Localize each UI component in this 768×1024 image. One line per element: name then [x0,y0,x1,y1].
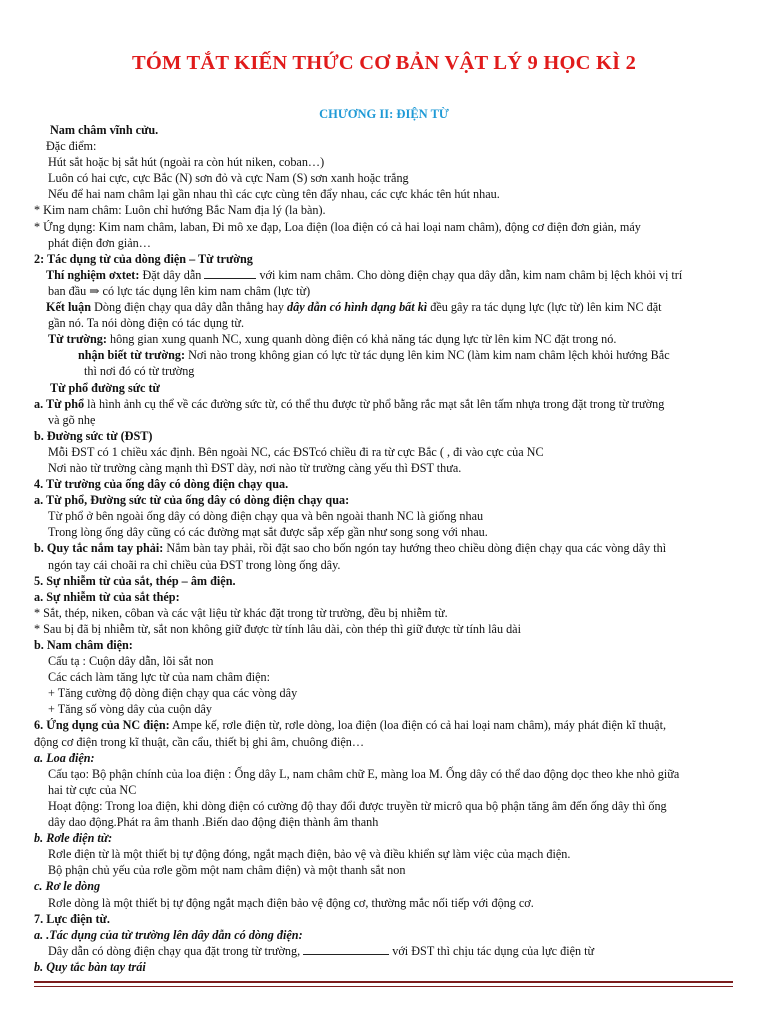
term-label: Từ trường: [48,332,107,347]
text-line: Luôn có hai cực, cực Bắc (N) sơn đỏ và cực Nam (S) sơn xanh hoặc trắng [48,171,409,186]
text-line: ban đầu ⇒ có lực tác dụng lên kim nam châm (lực từ) [48,283,311,298]
term-label: a. Từ phổ [34,396,85,411]
text-line: * Sắt, thép, niken, côban và các vật liệu từ khác đặt trong từ trường, đều bị nhiễm từ. [34,605,448,620]
text-line [34,396,764,412]
text-span: với kim nam châm. Cho dòng điện chạy qua dây dẫn, kim nam châm bị lệch khỏi vị trí [256,267,683,282]
text-line: Cấu tạ : Cuộn dây dẫn, lõi sắt non [48,654,214,669]
text-line: Đặc điểm: [46,139,97,154]
document-body [34,122,764,975]
text-line [34,299,764,315]
term-label: nhận biết từ trường: [78,348,186,363]
text-span: Nơi nào trong không gian có lực từ tác dụng lên kim NC (làm kim nam châm lệch khỏi hướng Bắc [185,348,670,363]
section-heading: 7. Lực điện từ. [34,911,110,926]
term-label: 6. Ứng dụng của NC điện: [34,718,170,733]
text-line: động cơ điện trong kĩ thuật, cần cẩu, thiết bị ghi âm, chuông điện… [34,734,365,749]
text-line: Bộ phận chủ yếu của rơle gồm một nam châm điện) và một thanh sắt non [48,863,406,878]
section-heading: 4. Từ trường của ống dây có dòng điện chạy qua. [34,477,289,492]
text-line [34,267,764,283]
fill-in-blank [303,944,389,955]
section-heading: 2: Tác dụng từ của dòng điện – Từ trường [34,251,253,266]
section-heading: a. Sự nhiễm từ của sắt thép: [34,589,180,604]
footer-rule [34,981,733,983]
text-line: Nếu để hai nam châm lại gần nhau thì các cực cùng tên đẩy nhau, các cực khác tên hút nhau. [48,187,500,202]
text-line: Nơi nào từ trường càng mạnh thì ĐST dày, nơi nào từ trường càng yếu thì ĐST thưa. [48,460,462,475]
text-span: Đặt dây dẫn [139,267,205,282]
subsection-heading: a. Loa điện: [34,750,95,765]
term-label: Kết luận [46,300,92,315]
heading-permanent-magnet: Nam châm vĩnh cửu. [50,123,159,137]
text-line: * Ứng dụng: Kim nam châm, laban, Đi mô xe đạp, Loa điện (loa điện có cả hai loại nam châm), động cơ điện đơn giản, máy [34,219,641,234]
text-line: Hoạt động: Trong loa điện, khi dòng điện có cường độ thay đổi được truyền từ micrô qua bộ phận tăng âm đến ống dây thì ống [48,798,667,813]
text-line: Trong lòng ống dây cũng có các đường mạt sắt được sắp xếp gần như song song với nhau. [48,525,488,540]
text-line: Hút sắt hoặc bị sắt hút (ngoài ra còn hút niken, coban…) [48,155,325,170]
subsection-heading: b. Quy tắc bàn tay trái [34,959,146,974]
section-heading: b. Nam châm điện: [34,638,133,652]
text-line: dây dao động.Phát ra âm thanh .Biến dao động điện thành âm thanh [48,815,379,830]
text-line: hai từ cực của NC [48,782,137,797]
text-span: hông gian xung quanh NC, xung quanh dòng điện có khả năng tác dụng lực từ lên kim NC đặt trong nó. [106,332,617,347]
text-line: Rơle dòng là một thiết bị tự động ngắt mạch điện bảo vệ động cơ, thường mắc nối tiếp với động cơ. [48,895,534,910]
text-line [34,717,764,733]
fill-in-blank [204,268,256,279]
text-line: ngón tay cái choãi ra chỉ chiều của ĐST trong lòng ống dây. [48,557,341,572]
emphasis-span: dây dẫn có hình dạng bất kì [287,300,428,315]
subsection-heading: b. Rơle điện từ: [34,831,113,846]
page-title: TÓM TẮT KIẾN THỨC CƠ BẢN VẬT LÝ 9 HỌC KÌ 2 [131,52,637,74]
term-label: b. Quy tắc nắm tay phải: [34,541,164,556]
text-line: Rơle điện từ là một thiết bị tự động đóng, ngắt mạch điện, bảo vệ và điều khiển sự làm việc của mạch điện. [48,847,571,862]
text-span: Nắm bàn tay phải, rồi đặt sao cho bốn ngón tay hướng theo chiều dòng điện chạy qua các vòng dây thì [163,541,667,556]
text-line: * Sau bị đã bị nhiễm từ, sắt non không giữ được từ tính lâu dài, còn thép thì giữ được từ tính lâu dài [34,621,521,636]
text-line: Mỗi ĐST có 1 chiều xác định. Bên ngoài NC, các ĐSTcó chiều đi ra từ cực Bắc ( , đi vào cực của NC [48,444,544,459]
text-line: phát điện đơn giản… [48,235,151,250]
text-span: với ĐST thì chịu tác dụng của lực điện từ [389,943,595,958]
text-span: Dòng điện chạy qua dây dẫn thẳng hay [91,300,287,315]
chapter-heading: CHƯƠNG II: ĐIỆN TỪ [319,107,449,121]
text-span: Ampe kế, rơle điện từ, rơle dòng, loa điện (loa điện có cả hai loại nam châm), máy phát điện kĩ thuật, [169,718,667,733]
text-line: và gõ nhẹ [48,412,96,427]
text-span: là hình ảnh cụ thể về các đường sức từ, có thể thu được từ phổ bằng rắc mạt sắt lên tấm nhựa trong đặt trong từ trường [84,396,665,411]
text-line: thì nơi đó có từ trường [84,364,195,379]
text-line [34,943,764,959]
text-span: đều gây ra tác dụng lực (lực từ) lên kim NC đặt [427,300,662,315]
text-line: Từ phổ ở bên ngoài ống dây có dòng điện chạy qua và bên ngoài thanh NC là giống nhau [48,509,484,524]
text-line [34,540,764,556]
text-line: Các cách làm tăng lực từ của nam châm điện: [48,670,270,685]
section-heading: b. Đường sức từ (ĐST) [34,428,153,443]
text-span: Dây dẫn có dòng điện chạy qua đặt trong từ trường, [48,943,304,958]
text-line: + Tăng cường độ dòng điện chạy qua các vòng dây [48,686,298,701]
text-line: * Kim nam châm: Luôn chỉ hướng Bắc Nam địa lý (la bàn). [34,203,326,218]
term-label: Thí nghiệm ơxtet: [46,267,140,282]
text-line: Cấu tạo: Bộ phận chính của loa điện : Ống dây L, nam châm chữ E, màng loa M. Ống dây có thể dao động dọc theo khe nhỏ giữa [48,766,680,781]
section-heading: Từ phổ đường sức từ [50,380,160,395]
subsection-heading: a. .Tác dụng của từ trường lên dây dẫn có dòng điện: [34,927,303,942]
subsection-heading: c. Rơ le dòng [34,879,101,894]
section-heading: 5. Sự nhiễm từ của sắt, thép – âm điện. [34,573,236,588]
section-heading: a. Từ phổ, Đường sức từ của ống dây có dòng điện chạy qua: [34,493,350,508]
text-line: + Tăng số vòng dây của cuộn dây [48,702,213,717]
text-line [34,347,764,363]
footer-rule [34,986,733,987]
text-line: gần nó. Ta nói dòng điện có tác dụng từ. [48,316,245,331]
text-line [34,331,764,347]
